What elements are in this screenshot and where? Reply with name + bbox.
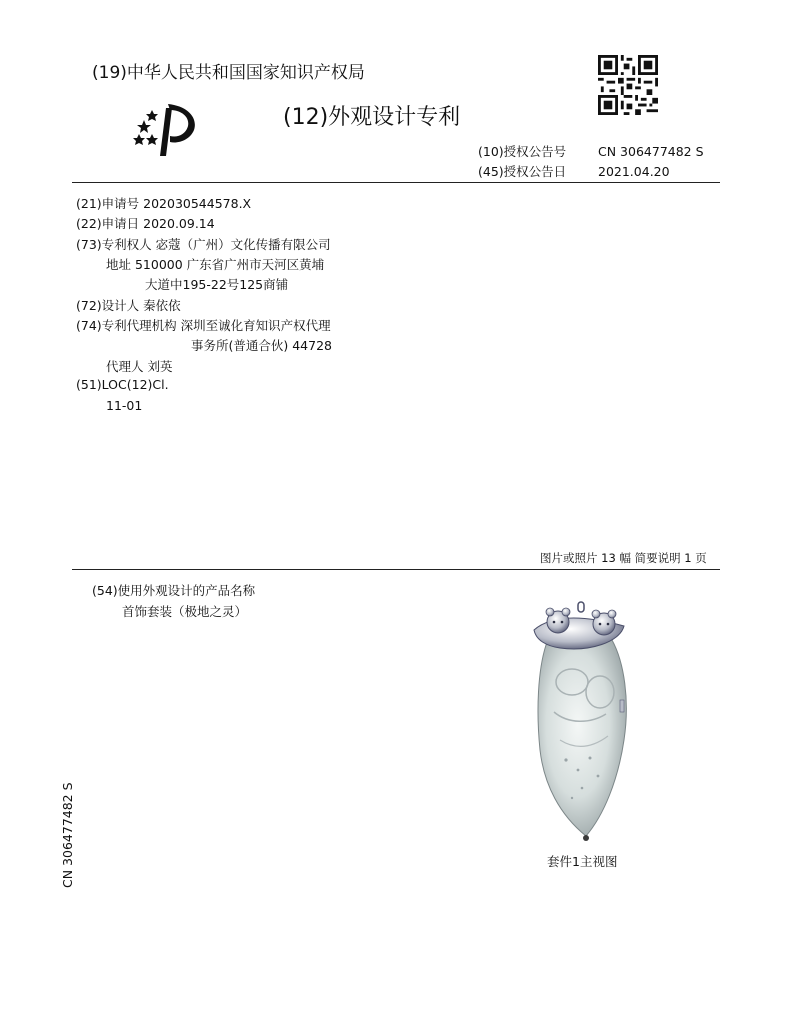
publication-date: 2021.04.20 — [598, 164, 670, 179]
document-type: (12)外观设计专利 — [283, 105, 461, 130]
application-number: (21)申请号 202030544578.X — [76, 196, 252, 211]
figure-caption: 套件1主视图 — [547, 854, 618, 869]
side-publication-number: CN 306477482 S — [60, 782, 75, 888]
publication-date-row — [478, 162, 670, 180]
agency-line-1: (74)专利代理机构 深圳至诚化育知识产权代理 — [76, 318, 331, 333]
agency-line-2: 事务所(普通合伙) 44728 — [191, 338, 332, 353]
header-divider — [72, 182, 720, 183]
publication-number-row — [478, 142, 704, 160]
issuing-office: (19)中华人民共和国国家知识产权局 — [92, 63, 365, 83]
application-date: (22)申请日 2020.09.14 — [76, 216, 215, 231]
locarno-classification-label: (51)LOC(12)Cl. — [76, 377, 169, 392]
summary-divider — [72, 569, 720, 570]
locarno-classification: 11-01 — [106, 398, 143, 413]
address-line-1: 地址 510000 广东省广州市天河区黄埔 — [106, 257, 325, 272]
address-line-2: 大道中195-22号125商铺 — [145, 277, 289, 292]
qr-code-icon — [598, 55, 658, 115]
agent: 代理人 刘英 — [106, 359, 173, 374]
publication-number: CN 306477482 S — [598, 144, 704, 159]
product-name-label: (54)使用外观设计的产品名称 — [92, 583, 256, 598]
jade-pendant-photo — [520, 600, 640, 845]
patentee: (73)专利权人 宓蔻（广州）文化传播有限公司 — [76, 237, 331, 252]
cnipa-logo-icon — [130, 98, 204, 160]
designer: (72)设计人 秦依依 — [76, 298, 181, 313]
publication-number-label: (10)授权公告号 — [478, 144, 567, 159]
publication-date-label: (45)授权公告日 — [478, 164, 567, 179]
product-name: 首饰套装（极地之灵） — [122, 604, 248, 619]
pages-summary: 图片或照片 13 幅 简要说明 1 页 — [540, 551, 707, 565]
